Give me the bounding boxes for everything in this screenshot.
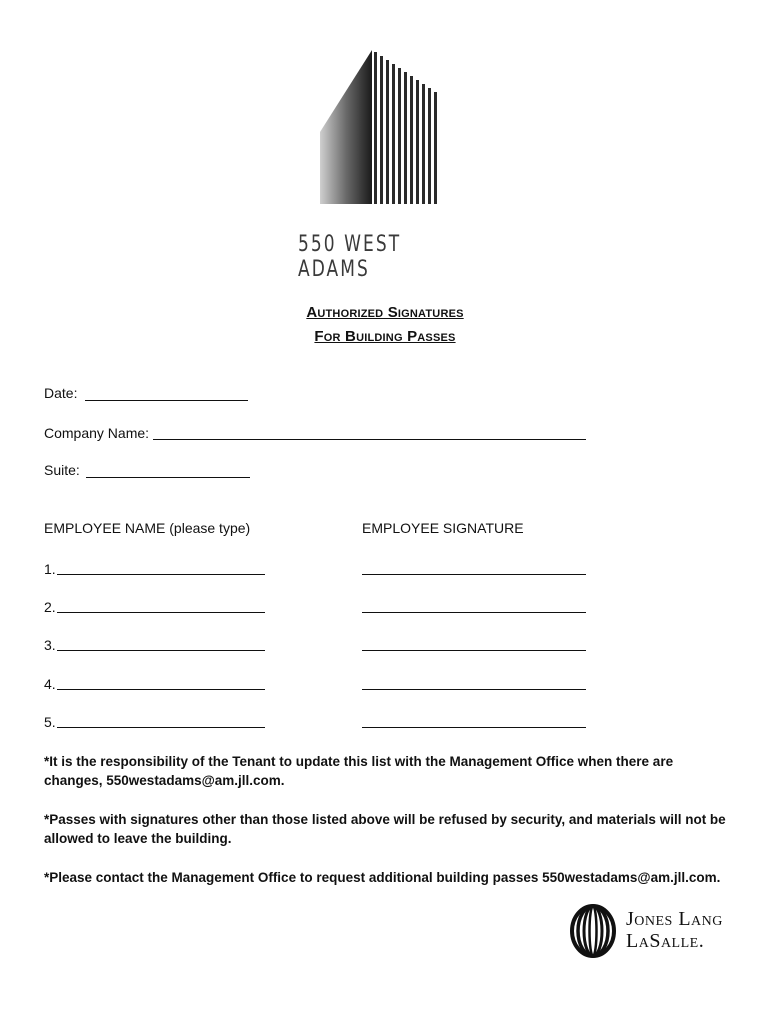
employee-signature-field[interactable] [362,574,586,575]
employee-signature-field[interactable] [362,612,586,613]
employee-name-field[interactable] [57,574,265,575]
building-logo-icon [310,44,450,214]
employee-signature-header: EMPLOYEE SIGNATURE [362,520,524,536]
employee-signature-field[interactable] [362,689,586,690]
row-number: 5. [44,714,56,730]
jll-logo-icon [570,904,616,958]
employee-name-header: EMPLOYEE NAME (please type) [44,520,251,536]
employee-name-field[interactable] [57,612,265,613]
employee-name-field[interactable] [57,727,265,728]
date-field[interactable] [85,400,248,401]
suite-field[interactable] [86,477,250,478]
page-subtitle: For Building Passes [314,328,456,345]
row-number: 4. [44,676,56,692]
date-label: Date: [44,385,78,401]
employee-name-field[interactable] [57,650,265,651]
company-name-field[interactable] [153,439,586,440]
row-number: 2. [44,599,56,615]
jll-company-line1: Jones Lang [626,908,723,930]
note-signature-policy: *Passes with signatures other than those listed above will be refused by security, and materials will not be allowed to leave the building. [44,812,726,846]
employee-signature-field[interactable] [362,650,586,651]
note-additional-passes: *Please contact the Management Office to request additional building passes 550westadams@am.jll.com. [44,870,721,885]
company-name-label: Company Name: [44,425,150,441]
page-title: Authorized Signatures [306,304,464,321]
building-name: 550 WEST ADAMS [298,232,402,282]
jll-company-line2: LaSalle. [626,930,705,952]
row-number: 1. [44,561,56,577]
employee-signature-field[interactable] [362,727,586,728]
employee-name-field[interactable] [57,689,265,690]
suite-label: Suite: [44,462,80,478]
row-number: 3. [44,637,56,653]
note-tenant-responsibility: *It is the responsibility of the Tenant to update this list with the Management Office when there are changes, 550westadams@am.jll.com. [44,754,674,788]
